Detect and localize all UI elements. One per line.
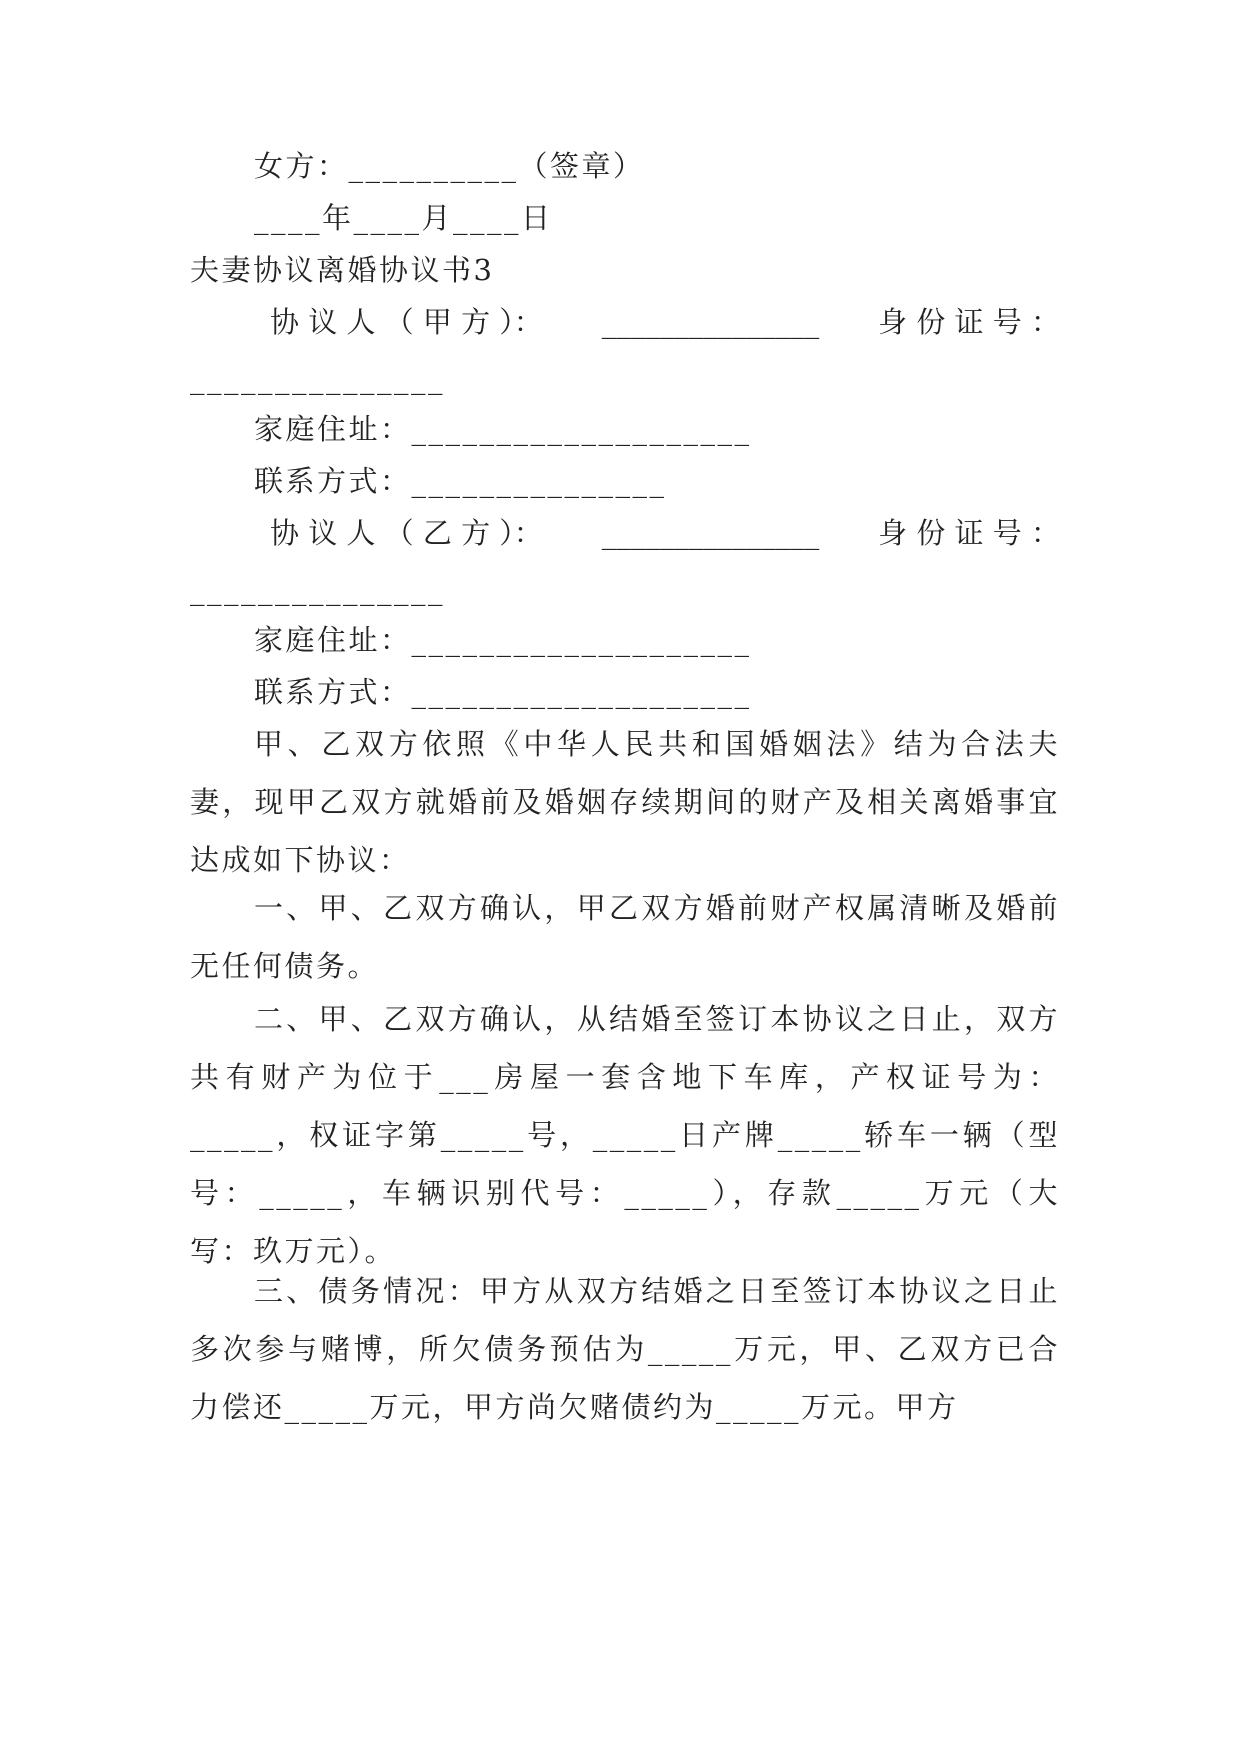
- party-b-label: 协 议 人 （ 乙 方 ）：: [270, 516, 543, 550]
- party-a-label: 协 议 人 （ 甲 方 ）：: [270, 305, 543, 339]
- party-b-line: [270, 504, 1060, 562]
- date-line: ____年____月____日: [254, 201, 553, 235]
- party-b-id-blank: _______________: [190, 572, 445, 606]
- party-a-address-line: 家庭住址：____________________: [254, 412, 752, 446]
- clause-2-paragraph: 二、甲、乙双方确认，从结婚至签订本协议之日止，双方共有财产为位于___房屋一套含地下车库，产权证号为：_____，权证字第_____号，_____日产牌_____轿车一辆（型号：_____，车辆识别代号：_____），存款_____万元（大写：玖万元）。: [190, 1002, 1060, 1268]
- party-a-id-label: 身 份 证 号 ：: [878, 305, 1060, 339]
- section-title: 夫妻协议离婚协议书3: [190, 253, 495, 287]
- party-b-name-blank: _______________: [601, 516, 820, 550]
- party-b-address-line: 家庭住址：____________________: [254, 623, 752, 657]
- clause-3-paragraph: 三、债务情况：甲方从双方结婚之日至签订本协议之日止多次参与赌博，所欠债务预估为_____万元，甲、乙双方已合力偿还_____万元，甲方尚欠赌债约为_____万元。甲方: [190, 1274, 1060, 1424]
- party-a-contact-line: 联系方式：_______________: [254, 464, 667, 498]
- party-a-id-blank: _______________: [190, 361, 445, 395]
- party-b-id-label: 身 份 证 号 ：: [878, 516, 1060, 550]
- intro-paragraph: 甲、乙双方依照《中华人民共和国婚姻法》结为合法夫妻，现甲乙双方就婚前及婚姻存续期间的财产及相关离婚事宜达成如下协议：: [190, 727, 1060, 877]
- party-a-line: [270, 293, 1060, 351]
- party-b-contact-line: 联系方式：____________________: [254, 675, 752, 709]
- female-signature-line: 女方：__________（签章）: [254, 149, 645, 183]
- party-a-name-blank: _______________: [601, 305, 820, 339]
- clause-1-paragraph: 一、甲、乙双方确认，甲乙双方婚前财产权属清晰及婚前无任何债务。: [190, 891, 1060, 983]
